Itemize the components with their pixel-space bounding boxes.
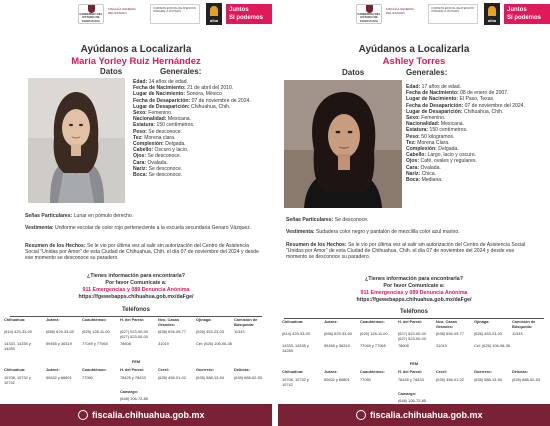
person-name: Ashley Torres (382, 56, 446, 67)
table-header-cell: Nvo. Casas Grandes: (158, 317, 179, 327)
table-cell: (627) 523-00-00 (627) 523-00-00 (398, 331, 426, 341)
table-header-cell: Juárez: (46, 367, 60, 372)
senas-particulares: Señas Particulares: Lunar en pómulo derecho. (25, 213, 134, 219)
table-header-cell: Chihuahua: (4, 367, 26, 372)
details-list (406, 84, 548, 183)
photo-portrait-icon (28, 78, 125, 203)
table-header-cell: Chihuahua: (4, 317, 26, 322)
detail-row: Boca: Mediana. (406, 177, 443, 184)
telefonos-title: Teléfonos (122, 307, 150, 313)
fiscalia-logo: FISCALÍA GENERAL DEL ESTADO (108, 7, 137, 15)
table-cell: 31019 (436, 343, 447, 348)
gobierno-logo: GOBIERNO DEL ESTADO DE CHIHUAHUA (356, 4, 382, 24)
table-header-cell: Creel: (158, 367, 170, 372)
table-header-cell: H. del Parral: (398, 369, 423, 374)
detail-row: Peso: Se desconoce. (133, 128, 182, 135)
comision-logo: COMISIÓN ESTATAL DE ATENCIÓN INTEGRAL A VÍCTIMAS (428, 4, 478, 24)
detail-row: Edad: 14 años de edad. (133, 79, 188, 85)
table-header-cell: H. del Parral: (120, 367, 145, 372)
table-cell: 77050 (82, 375, 93, 380)
table-header-cell: H. del Parral: (398, 319, 423, 324)
table-header-cell: Ojinaga: (474, 319, 490, 324)
alba-logo: alba (206, 3, 222, 25)
logo-bar (278, 0, 550, 28)
table-header-cell: Juárez: (324, 369, 338, 374)
table-cell: Cel: (626) 106-06-36 (196, 341, 232, 346)
juntos-badge: Juntos Sí podemos (504, 4, 550, 24)
detail-row: Tez: Morena clara. (133, 134, 176, 141)
table-header-cell: Guerrero: (474, 369, 492, 374)
detail-row: Cara: Ovalada. (133, 159, 168, 166)
detail-row: Edad: 17 años de edad. (406, 84, 461, 90)
table-cell: 11343 (234, 329, 245, 334)
table-cell: (635) 588-13-94 (474, 377, 502, 382)
table-cell: 59455 y 36319 (46, 341, 72, 346)
alba-figure-icon (210, 6, 218, 16)
globe-icon (78, 410, 88, 420)
table-cell: 78425 y 78433 (398, 377, 424, 382)
datos-label: Datos (100, 67, 123, 76)
contact-info: ¿Tienes información para encontrarla? Por favor Comunícate a: 911 Emergencias y 089 Denuncia Anónima https://fgewebapps.chihuahua.gob.mx/daFge/ (278, 276, 550, 304)
table-cell: (625) 128-11-00 (82, 329, 110, 334)
table-cell: (614) 429-33-00 (282, 331, 310, 336)
logo-bar (0, 0, 272, 28)
table-header-cell: Cuauhtémoc: (360, 319, 385, 324)
table-header-cell: Ojinaga: (196, 317, 212, 322)
table-header-cell: Camargo: (120, 389, 139, 394)
table-cell: 31019 (158, 341, 169, 346)
table-cell: (627) 523-00-00 (627) 523-00-00 (120, 329, 148, 339)
generales-label: Generales: (160, 67, 202, 76)
emergency-numbers: 911 Emergencias y 089 Denuncia Anónima (82, 287, 190, 293)
detail-row: Cabello: Oscuro y lacio. (133, 147, 189, 154)
detail-row: Complexión: Delgada. (406, 146, 459, 153)
report-link[interactable]: https://fgewebapps.chihuahua.gob.mx/daFge/ (78, 294, 194, 300)
table-cell: (626) 453-23-03 (474, 331, 502, 336)
person-photo (284, 80, 402, 208)
table-cell: (635) 588-13-94 (196, 375, 224, 380)
table-cell: (635) 456-01-02 (436, 377, 464, 382)
person-photo (28, 78, 125, 203)
table-header-cell: Camargo: (398, 391, 417, 396)
fem-label: FEM (131, 359, 141, 364)
generales-label: Generales: (406, 68, 448, 77)
phone-table (0, 318, 272, 408)
detail-row: Nacionalidad: Mexicana. (406, 121, 465, 128)
table-cell: (639) 688-52-53 (512, 377, 540, 382)
table-cell: 78425 y 78433 (120, 375, 146, 380)
table-header-cell: Juárez: (46, 317, 60, 322)
detail-row: Boca: Se desconoce. (133, 172, 183, 179)
table-cell: 10708, 10732 y 10742 (4, 375, 31, 385)
table-cell: (648) 106-72-85 (398, 398, 426, 403)
detail-row: Ojos: Café, ovales y regulares. (406, 158, 477, 165)
table-header-cell: Cuauhtémoc: (82, 317, 107, 322)
table-header-cell: Chihuahua: (282, 319, 304, 324)
table-header-cell: Creel: (436, 369, 448, 374)
detail-row: Complexión: Delgada. (133, 141, 186, 148)
detail-row: Lugar de Desaparición: Chihuahua, Chih. (406, 108, 504, 115)
detail-row: Sexo: Femenino. (133, 110, 173, 117)
detail-row: Fecha de Nacimiento: 08 de enero de 2007. (406, 90, 509, 97)
table-cell: 78608 (398, 343, 409, 348)
details-list (133, 79, 271, 178)
vestimenta: Vestimenta: Sudadera color negro y pantalón de mezclilla color azul marino. (286, 229, 460, 235)
detail-row: Lugar de Nacimiento: El Paso, Texas. (406, 96, 495, 103)
footer-url[interactable]: fiscalia.chihuahua.gob.mx (370, 410, 483, 420)
alba-figure-icon (488, 6, 496, 16)
resumen-hechos: Resumen de los Hechos: Se le vio por última vez al salir sin autorización del Centro de Asistencia Social "Unidas por Amor" de esta Ciudad de Chihuahua, Chih. el día 07 de noviembre del 2024 y desde ese momento se desconoce su paradero. (25, 243, 259, 262)
table-header-cell: Cuauhtémoc: (82, 367, 107, 372)
datos-label: Datos (342, 68, 365, 77)
senas-particulares: Señas Particulares: Se desconoce. (286, 217, 369, 223)
detail-row: Sexo: Femenino. (406, 115, 446, 122)
detail-row: Estatura: 150 centímetros. (406, 127, 468, 134)
table-cell: 77049 y 77065 (82, 341, 108, 346)
table-cell: 14333, 14335 y 14283 (4, 341, 31, 351)
poster-title: Ayúdanos a Localizarla (358, 44, 470, 55)
table-cell: Cel: (626) 106-06-36 (474, 343, 510, 348)
detail-row: Fecha de Desaparición: 07 de noviembre del 2024. (406, 102, 525, 109)
juntos-badge: Juntos Sí podemos (226, 4, 272, 24)
detail-row: Estatura: 150 centímetros. (133, 122, 195, 129)
table-cell: 59455 y 36319 (324, 343, 350, 348)
table-header-cell: Cuauhtémoc: (360, 369, 385, 374)
globe-icon (356, 410, 366, 420)
resumen-hechos: Resumen de los Hechos: Se le vio por última vez al salir sin autorización del Centro de Asistencia Social "Unidas por Amor" de esta Ciudad de Chihuahua, Chih. el día 07 de noviembre del 2024 y desde ese momento se desconoce su paradero. (286, 242, 526, 261)
table-cell: 50632 y 66801 (324, 377, 350, 382)
table-header-cell: Guerrero: (196, 367, 214, 372)
detail-row: Cara: Ovalada. (406, 164, 441, 171)
table-header-cell: Chihuahua: (282, 369, 304, 374)
table-cell: 10708, 10732 y 10742 (282, 377, 309, 387)
fiscalia-logo: FISCALÍA GENERAL DEL ESTADO (386, 7, 415, 15)
table-cell: 50632 y 66801 (46, 375, 72, 380)
table-header-cell: Delicias: (234, 367, 251, 372)
table-cell: (656) 629-33-00 (46, 329, 74, 334)
emergency-numbers: 911 Emergencias y 089 Denuncia Anónima (360, 290, 468, 296)
table-cell: (625) 128-11-00 (360, 331, 388, 336)
detail-row: Ojos: Se desconoce. (133, 153, 182, 160)
table-cell: 11343 (512, 331, 523, 336)
detail-row: Nacionalidad: Mexicana. (133, 116, 192, 123)
table-header-cell: H. del Parral: (120, 317, 145, 322)
telefonos-title: Teléfonos (400, 309, 428, 315)
table-cell: 14333, 14335 y 14283 (282, 343, 309, 353)
footer-bar (0, 404, 272, 426)
table-cell: (636) 694-09-77 (158, 329, 186, 334)
detail-row: Nariz: Chica. (406, 170, 437, 177)
table-cell: (639) 688-52-53 (234, 375, 262, 380)
table-header-cell: Delicias: (512, 369, 529, 374)
person-name: María Yorley Ruiz Hernández (71, 56, 201, 67)
table-cell: (626) 453-23-03 (196, 329, 224, 334)
footer-url[interactable]: fiscalia.chihuahua.gob.mx (92, 410, 205, 420)
table-cell: (636) 694-09-77 (436, 331, 464, 336)
table-header-cell: Nvo. Casas Grandes: (436, 319, 457, 329)
table-cell: (648) 106-72-85 (120, 396, 148, 401)
photo-portrait-icon (284, 80, 402, 208)
gobierno-logo: GOBIERNO DEL ESTADO DE CHIHUAHUA (78, 4, 104, 24)
detail-row: Fecha de Nacimiento: 21 de abril del 2010. (133, 85, 234, 92)
contact-info: ¿Tienes información para encontrarla? Por favor Comunícate a: 911 Emergencias y 089 Denuncia Anónima https://fgewebapps.chihuahua.gob.mx/daFge/ (0, 273, 272, 301)
table-cell: 78608 (120, 341, 131, 346)
detail-row: Lugar de Desaparición: Chihuahua, Chih. (133, 103, 231, 110)
poster-title: Ayúdanos a Localizarla (80, 44, 192, 55)
missing-poster-left (0, 0, 272, 426)
vestimenta: Vestimenta: Uniforme escolar de color rojo perteneciente a la escuela secundaria Genaro Vázquez. (25, 225, 252, 231)
table-cell: (635) 456-01-02 (158, 375, 186, 380)
table-cell: 77050 (360, 377, 371, 382)
detail-row: Lugar de Nacimiento: Sonora, México (133, 91, 222, 98)
comision-logo: COMISIÓN ESTATAL DE ATENCIÓN INTEGRAL A VÍCTIMAS (150, 4, 200, 24)
table-cell: (656) 629-33-00 (324, 331, 352, 336)
table-header-cell: Comisión de Búsqueda: (234, 317, 258, 327)
fem-label: FEM (409, 361, 419, 366)
table-header-cell: Comisión de Búsqueda: (512, 319, 536, 329)
detail-row: Tez: Morena Clara. (406, 139, 450, 146)
detail-row: Fecha de Desaparición: 07 de noviembre de 2024. (133, 97, 251, 104)
table-cell: (614) 429-33-00 (4, 329, 32, 334)
detail-row: Nariz: Se desconoce. (133, 165, 183, 172)
detail-row: Cabello: Largo, lacio y oscuro. (406, 152, 476, 159)
missing-poster-right (278, 0, 550, 426)
detail-row: Peso: 50 kilogramos. (406, 133, 455, 140)
table-header-cell: Juárez: (324, 319, 338, 324)
table-cell: 77049 y 77065 (360, 343, 386, 348)
alba-logo: alba (484, 3, 500, 25)
footer-bar (278, 404, 550, 426)
phone-table (278, 320, 550, 408)
report-link[interactable]: https://fgewebapps.chihuahua.gob.mx/daFge/ (356, 297, 472, 303)
